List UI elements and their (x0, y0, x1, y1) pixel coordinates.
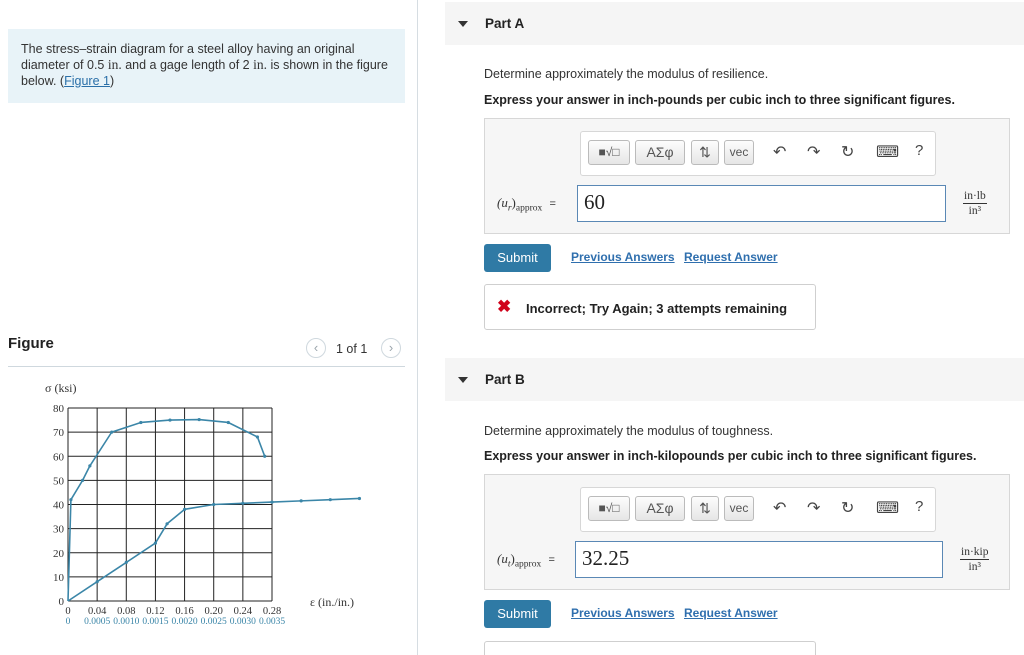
y-tick-label: 80 (53, 403, 64, 415)
data-point (183, 508, 186, 511)
part-a-unit: $\frac{in\cdot lb}{\text{in³}}$ (964, 190, 986, 217)
part-b-submit-button[interactable]: Submit (484, 600, 551, 628)
x-axis-label: ε (in./in.) (310, 595, 355, 609)
figure-link[interactable]: Figure 1 (64, 74, 110, 88)
x-tick-label-upper: 0.16 (175, 606, 194, 617)
data-point (329, 498, 332, 501)
part-a-submit-button[interactable]: Submit (484, 244, 551, 272)
redo-icon[interactable]: ↷ (807, 500, 821, 517)
part-b-instruction: Express your answer in inch-kilopounds per cubic inch to three significant figures. (484, 449, 977, 463)
data-point (300, 499, 303, 502)
figure-pager: 1 of 1 (336, 342, 368, 356)
data-point (88, 464, 91, 467)
vec-button[interactable]: vec (724, 496, 754, 521)
unit-inches: in. (107, 57, 122, 72)
help-icon[interactable]: ? (915, 142, 924, 159)
data-point (263, 455, 266, 458)
y-tick-label: 30 (53, 523, 64, 536)
math-toolbar (580, 487, 936, 532)
x-tick-label-upper: 0.04 (87, 606, 107, 617)
x-tick-label-lower: 0.0030 (229, 617, 256, 627)
x-tick-label-lower: 0 (65, 617, 71, 627)
x-tick-label-lower: 0.0020 (171, 617, 198, 627)
y-tick-label: 70 (53, 427, 64, 440)
y-axis-label: σ (ksi) (45, 381, 77, 395)
part-a-feedback (484, 284, 816, 330)
arrows-button[interactable]: ⇅ (691, 140, 719, 165)
data-point (198, 418, 201, 421)
part-a-title: Part A (485, 16, 525, 31)
x-tick-label-upper: 0.28 (262, 606, 282, 617)
part-a-answer-box (484, 118, 1010, 234)
part-a-question: Determine approximately the modulus of resilience. (484, 67, 769, 81)
data-point (168, 418, 171, 421)
data-point (69, 498, 72, 501)
y-tick-label: 10 (53, 571, 64, 584)
data-point (212, 503, 215, 506)
y-tick-label: 20 (53, 547, 64, 560)
data-point (241, 502, 244, 505)
data-point (110, 431, 113, 434)
data-point (81, 479, 84, 482)
part-a-request-answer-link[interactable]: Request Answer (684, 250, 778, 264)
part-b-request-answer-link[interactable]: Request Answer (684, 606, 778, 620)
data-point (139, 421, 142, 424)
x-tick-labels-upper (65, 606, 281, 617)
x-tick-label-lower: 0.0035 (258, 617, 286, 627)
data-point (358, 497, 361, 500)
y-tick-label: 50 (53, 475, 64, 488)
x-tick-label-upper: 0.12 (146, 606, 165, 617)
math-toolbar (580, 131, 936, 176)
part-b-answer-input[interactable]: 32.25 (575, 541, 943, 578)
unit-inches: in. (253, 57, 268, 72)
undo-icon[interactable]: ↶ (773, 144, 787, 161)
part-a-previous-answers-link[interactable]: Previous Answers (571, 250, 675, 264)
part-b-variable-label: $(u_t)_{approx}$ = (497, 551, 555, 570)
x-tick-label-lower: 0.0015 (142, 617, 169, 627)
part-a-answer-input[interactable]: 60 (577, 185, 946, 222)
part-a-instruction: Express your answer in inch-pounds per cubic inch to three significant figures. (484, 93, 955, 107)
figure-divider (8, 366, 405, 367)
keyboard-icon[interactable]: ⌨ (876, 500, 900, 517)
part-b-header[interactable] (445, 358, 1024, 401)
part-b-title: Part B (485, 372, 525, 387)
y-tick-label: 40 (53, 499, 64, 512)
x-mark-icon: ✖ (497, 297, 512, 316)
data-point (256, 435, 259, 438)
y-tick-label: 60 (53, 451, 64, 464)
caret-down-icon (458, 21, 468, 27)
part-b-unit: in·kip in³ (961, 546, 989, 573)
reset-icon[interactable]: ↻ (841, 500, 855, 517)
undo-icon[interactable]: ↶ (773, 500, 787, 517)
help-icon[interactable]: ? (915, 498, 924, 515)
part-b-previous-answers-link[interactable]: Previous Answers (571, 606, 675, 620)
part-a-header[interactable] (445, 2, 1024, 45)
reset-icon[interactable]: ↻ (841, 144, 855, 161)
chart-series (68, 418, 361, 601)
part-a-variable-label: $(u_r)_{approx}$ = (497, 195, 556, 214)
vec-button[interactable]: vec (724, 140, 754, 165)
feedback-message: Incorrect; Try Again; 3 attempts remaining (526, 301, 788, 316)
x-tick-label-upper: 0 (65, 606, 71, 617)
x-tick-label-upper: 0.24 (233, 606, 253, 617)
data-point (154, 542, 157, 545)
x-tick-label-upper: 0.08 (117, 606, 136, 617)
data-point (227, 421, 230, 424)
data-point (96, 580, 99, 583)
x-tick-label-lower: 0.0010 (113, 617, 140, 627)
data-point (165, 522, 168, 525)
y-tick-labels (53, 403, 65, 608)
x-tick-labels-lower (66, 617, 286, 627)
greek-symbols-button[interactable]: ΑΣφ (635, 140, 685, 165)
x-tick-label-lower: 0.0005 (84, 617, 111, 627)
chart-grid (68, 408, 272, 601)
stress-strain-chart (30, 378, 380, 640)
part-b-next-box (484, 641, 816, 655)
y-tick-label: 0 (58, 596, 64, 608)
caret-down-icon (458, 377, 468, 383)
templates-button[interactable]: ■√□ (588, 140, 630, 165)
chevron-right-icon[interactable]: › (381, 338, 401, 358)
chevron-left-icon[interactable]: ‹ (306, 338, 326, 358)
part-b-question: Determine approximately the modulus of toughness. (484, 424, 774, 438)
data-point (125, 561, 128, 564)
greek-symbols-button[interactable]: ΑΣφ (635, 496, 685, 521)
x-tick-label-upper: 0.20 (204, 606, 223, 617)
redo-icon[interactable]: ↷ (807, 144, 821, 161)
data-point (270, 500, 273, 503)
panel-divider (417, 0, 418, 655)
keyboard-icon[interactable]: ⌨ (876, 144, 900, 161)
arrows-button[interactable]: ⇅ (691, 496, 719, 521)
x-tick-label-lower: 0.0025 (200, 617, 227, 627)
templates-button[interactable]: ■√□ (588, 496, 630, 521)
part-b-answer-box (484, 474, 1010, 590)
problem-statement: The stress–strain diagram for a steel alloy having an original diameter of 0.5 in. and a gage length of 2 in. is shown in the figure below. (Figure 1) (8, 29, 405, 103)
figure-title: Figure (8, 335, 54, 352)
